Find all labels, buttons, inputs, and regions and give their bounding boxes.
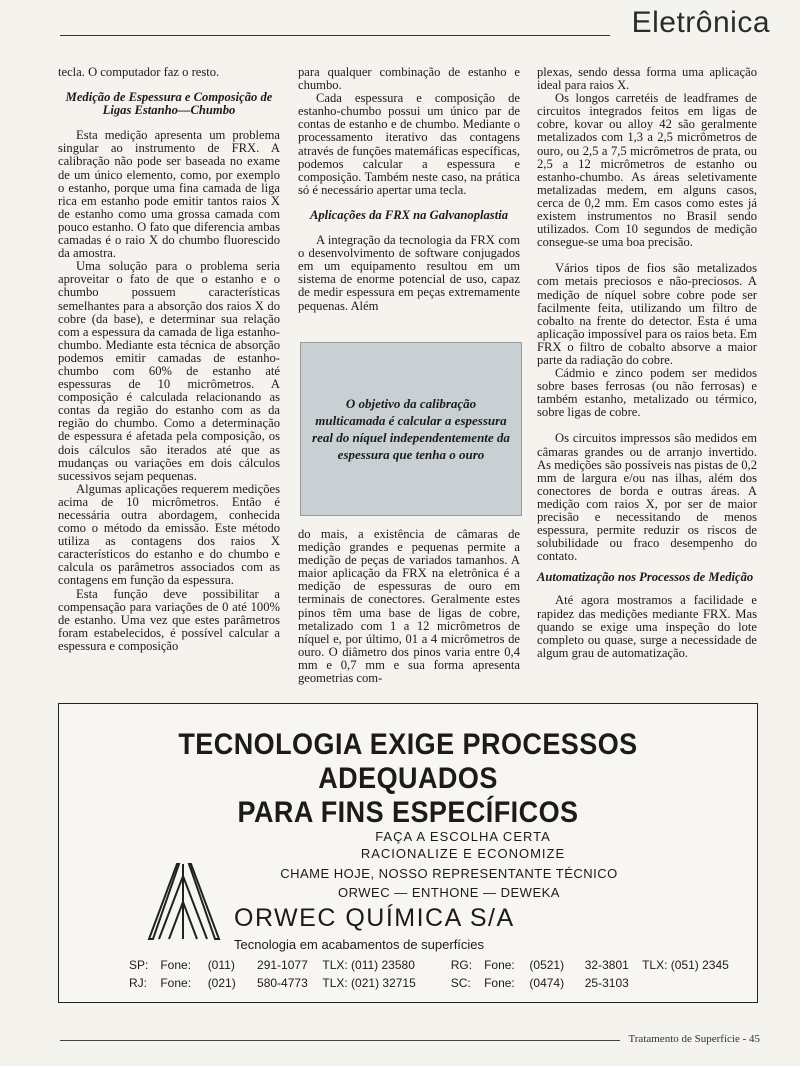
ad-slogan-line: FAÇA A ESCOLHA CERTA	[375, 829, 551, 844]
header-rule	[60, 35, 610, 36]
ad-slogan-line: RACIONALIZE E ECONOMIZE	[360, 846, 566, 861]
ad-headline-line: PARA FINS ESPECÍFICOS	[237, 796, 579, 829]
pull-quote-text: O objetivo da calibração multicamada é calcular a espessura real do níquel independentemente da espessura que tenha o ouro	[312, 396, 510, 462]
ad-headline-line: TECNOLOGIA EXIGE PROCESSOS ADEQUADOS	[178, 728, 638, 795]
contact-label: Fone:	[160, 976, 192, 990]
contact-code: (0521)	[529, 958, 565, 972]
paragraph: Cádmio e zinco podem ser medidos sobre bases ferrosas (ou não ferrosas) e também estanho, metalizado ou térmico, sobre ligas de cobre.	[537, 366, 757, 420]
column-1	[58, 66, 280, 653]
paragraph: Os longos carretéis de leadframes de circuitos integrados feitos em ligas de cobre, kovar ou alloy 42 são geralmente metalizados com 1,3 a 2,5 micrômetros de ouro, ou 2,5 a 7,5 micrômetros de prata, ou 2,5 a 12 micrômetros de estanho ou estanho-chumbo. As áreas seletivamente metalizadas medem, em alguns casos, cerca de 0,2 mm. Em casos como estes já existem instrumentos no Brasil sendo utilizados. Com 10 segundos de medição consegue-se uma boa precisão.	[537, 91, 757, 250]
contact-label: Fone:	[160, 958, 192, 972]
contact-city: SC:	[450, 976, 471, 990]
contact-city: RG:	[450, 958, 473, 972]
page-footer: Tratamento de Superfície - 45	[628, 1033, 760, 1045]
paragraph: Até agora mostramos a facilidade e rapidez das medições mediante FRX. Mas quando se exige uma inspeção do lote completo ou quase, surge a necessidade de algum grau de automatização.	[537, 593, 757, 660]
subheading: Aplicações da FRX na Galvanoplastia	[309, 207, 508, 222]
footer-rule	[60, 1040, 620, 1041]
column-2	[298, 66, 520, 313]
paragraph: para qualquer combinação de estanho e chumbo.	[298, 65, 520, 93]
contact-telex: TLX: (051) 2345	[642, 958, 729, 972]
paragraph: Esta função deve possibilitar a compensação para variações de 0 até 100% de estanho. Uma vez que estes parâmetros foram estabelecidos, é possível calcular a espessura e composição	[58, 586, 280, 653]
contact-code: (021)	[207, 976, 236, 990]
contact-code: (011)	[207, 958, 235, 972]
column-2-continued	[298, 528, 520, 685]
contact-row	[129, 974, 729, 992]
ad-cta-line: CHAME HOJE, NOSSO REPRESENTANTE TÉCNICO	[280, 866, 618, 881]
contact-label: Fone:	[484, 958, 515, 972]
paragraph: tecla. O computador faz o resto.	[58, 65, 220, 79]
paragraph: Cada espessura e composição de estanho-chumbo possui um único par de contas de estanho e de chumbo. Mediante o processamento iterativo das contagens através de funções matemáficas específicas, podemos calcular a espessura e composição. Também neste caso, na prática só é necessário apertar uma tecla.	[298, 91, 520, 197]
paragraph: A integração da tecnologia da FRX com o desenvolvimento de software conjugados em um equipamento resultou em um sistema de enorme potencial de uso, capaz de medir espessura em peças extremamente pequenas. Além	[298, 233, 520, 313]
company-logo-icon	[139, 854, 229, 944]
contact-label: Fone:	[484, 976, 515, 990]
contact-row	[129, 956, 729, 974]
paragraph: Vários tipos de fios são metalizados com metais preciosos e não-preciosos. A medição de níquel sobre cobre pode ser facilmente feita, utilizando um filtro de cobalto na frente do detector. Esta é uma aplicação impossível para os raios beta. Em FRX o filtro de cobalto absorve a maior parte da radiação do cobre.	[537, 261, 757, 367]
company-name: ORWEC QUÍMICA S/A	[234, 904, 515, 932]
ad-headline	[94, 728, 722, 830]
advertisement	[58, 703, 758, 1003]
contact-telex: TLX: (011) 23580	[322, 958, 415, 972]
contact-list	[129, 956, 729, 992]
contact-phone: 25-3103	[584, 976, 629, 990]
contact-city: RJ:	[129, 976, 147, 990]
paragraph: Algumas aplicações requerem medições acima de 10 micrômetros. Então é necessária outra abordagem, conhecida como o método da emissão. Este método utiliza as contagens dos raios X característicos do estanho e do chumbo e calcula os parâmetros associados com as contagens em função da espessura.	[58, 481, 280, 588]
pull-quote	[300, 342, 522, 516]
column-3	[537, 66, 757, 660]
paragraph: do mais, a existência de câmaras de medição grandes e pequenas permite a medição de peças de variados tamanhos. A maior aplicação da FRX na eletrônica é a medição de espessuras de ouro em terminais de conectores. Geralmente estes pinos têm uma base de ligas de cobre, metalizado com 1 a 12 micrômetros de níquel e, por último, 01 a 4 micrômetros de ouro. O diâmetro dos pinos varia entre 0,4 mm e 0,7 mm e sua forma apresenta geometrias com-	[298, 527, 520, 686]
contact-phone: 580-4773	[257, 976, 308, 990]
paragraph: Os circuitos impressos são medidos em câmaras grandes ou de arranjo invertido. As medições são possíveis nas pistas de 0,2 mm de largura e/ou nas ilhas, além dos conectores de borda e outras áreas. A medição com raios X, por ser de maior precisão e necessitando de menos espessura, permite reduzir os riscos de solubilidade ou fraco desempenho do contato.	[537, 431, 757, 564]
contact-code: (0474)	[529, 976, 565, 990]
contact-city: SP:	[129, 958, 149, 972]
paragraph: plexas, sendo dessa forma uma aplicação ideal para raios X.	[537, 65, 757, 93]
subheading: Automatização nos Processos de Medição	[537, 570, 754, 585]
contact-phone: 32-3801	[584, 958, 629, 972]
paragraph: Esta medição apresenta um problema singular ao instrumento de FRX. A calibração não pode ser baseada no exame de um único elemento, como, por exemplo o estanho, porque uma fina camada de liga rica em estanho pode emitir tantos raios X de estanho como uma grossa camada com pouco estanho. O fato que diferencia ambas camadas é o raio X do chumbo fluorescido da amostra.	[58, 128, 280, 261]
paragraph: Uma solução para o problema seria aproveitar o fato de que o estanho e o chumbo possuem características semelhantes para a absorção dos raios X do cobre (da base), e determinar sua relação com a espessura da camada de liga estanho-chumbo. Mediante esta técnica de absorção podemos emitir camadas de estanho-chumbo com 60% de estanho até espessuras de 10 micrômetros. A composição é calculada relacionando as contas da região do estanho com as da região do chumbo. Como a determinação de espessura é afetada pela composição, os dois cálculos são iterados até que as mudanças ou variações em dois cálculos sucessivos sejam pequenas.	[58, 259, 280, 483]
subheading: Medição de Espessura e Composição de Ligas Estanho—Chumbo	[65, 90, 273, 118]
section-title: Eletrônica	[631, 6, 770, 39]
ad-brands: ORWEC — ENTHONE — DEWEKA	[338, 885, 560, 900]
company-tagline: Tecnologia em acabamentos de superfícies	[234, 937, 485, 952]
contact-telex: TLX: (021) 32715	[322, 976, 416, 990]
contact-phone: 291-1077	[257, 958, 308, 972]
ad-call-to-action	[139, 864, 759, 902]
